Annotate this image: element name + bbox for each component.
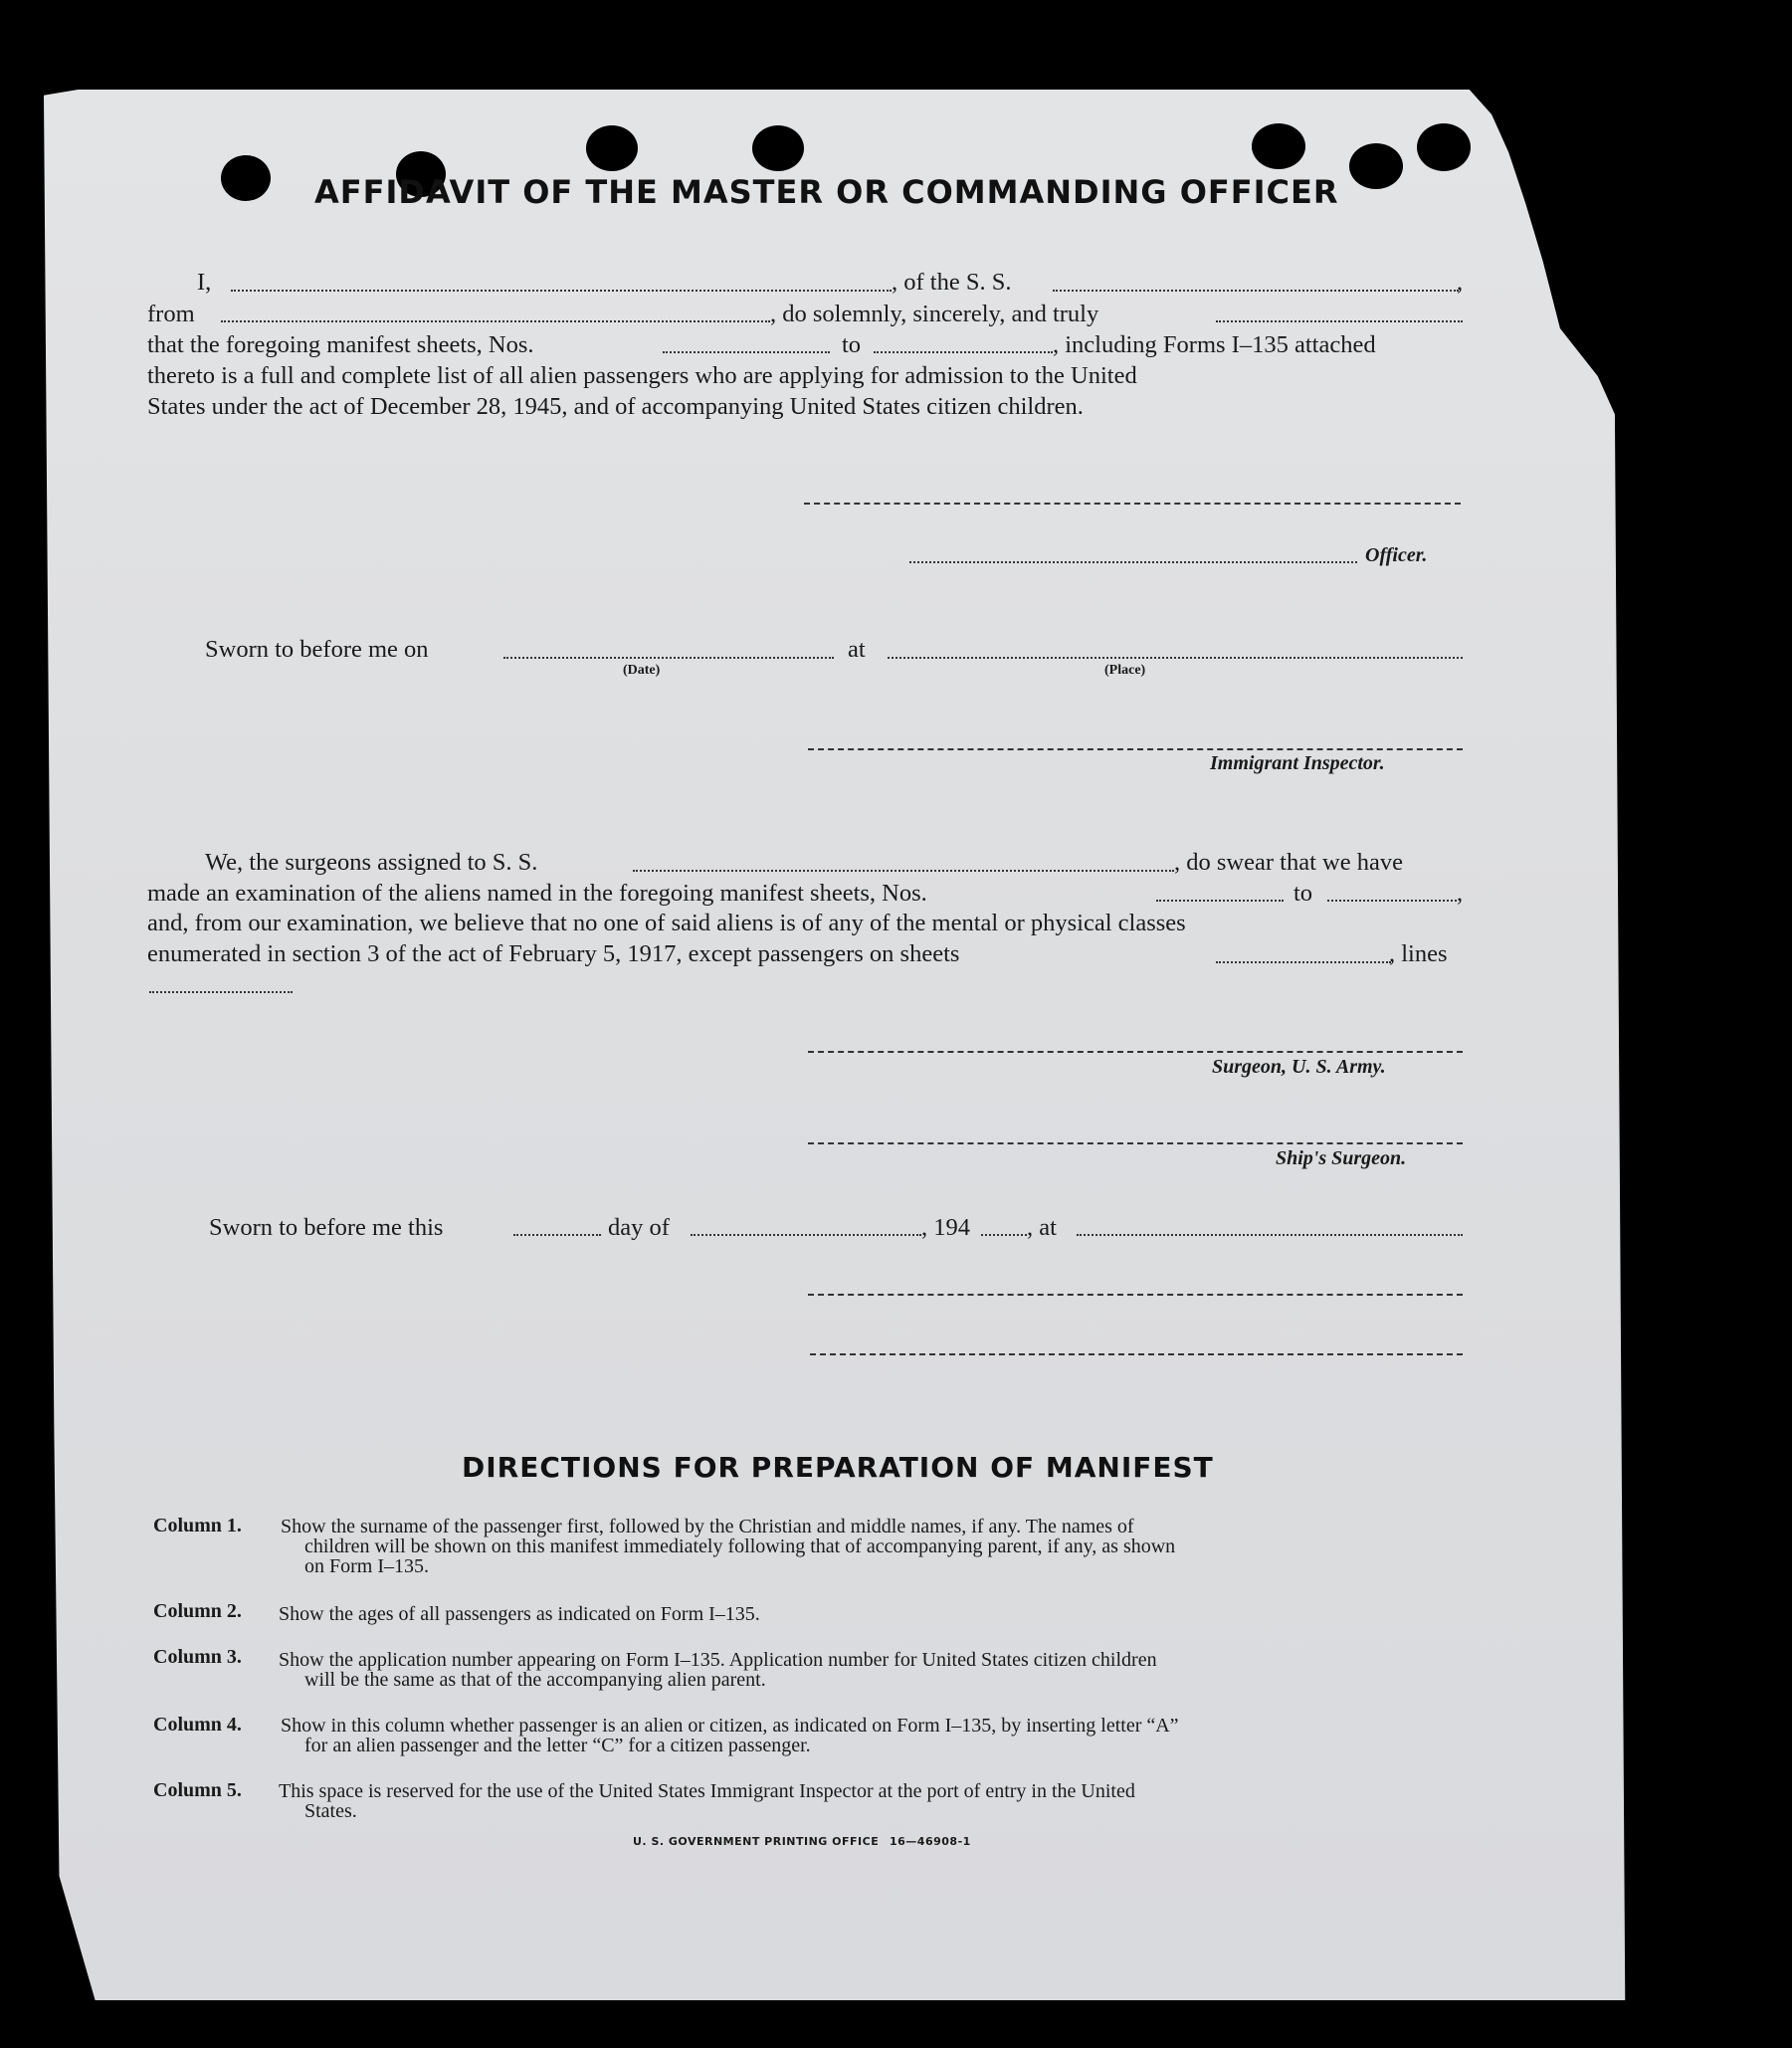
sworn-day-of-text: day of: [608, 1214, 670, 1241]
sworn-place2-field[interactable]: [1077, 1234, 1463, 1236]
place-caption: (Place): [1104, 663, 1146, 678]
affidavit-from: from: [147, 301, 195, 327]
sworn-month-field[interactable]: [691, 1234, 921, 1236]
affidavit-comma: ,: [1457, 269, 1464, 296]
surgeons-comma: ,: [1457, 880, 1464, 907]
officer-title-line[interactable]: [909, 561, 1357, 563]
surgeons-line-3: and, from our examination, we believe that no one of said aliens is of any of the mental or physical classes: [147, 910, 1186, 936]
surgeons-lines: , lines: [1389, 940, 1448, 967]
affidavit-to: to: [842, 331, 862, 358]
sworn-day-field[interactable]: [513, 1234, 601, 1236]
direction-label: Column 3.: [153, 1646, 242, 1668]
surgeons-ship-field[interactable]: [633, 870, 1174, 872]
punch-hole: [1252, 123, 1305, 169]
ship-surgeon-signature-line[interactable]: [808, 1142, 1463, 1144]
sworn-year-prefix: , 194: [921, 1214, 970, 1241]
surgeons-line-2: made an examination of the aliens named in the foregoing manifest sheets, Nos.: [147, 880, 927, 907]
direction-label: Column 4.: [153, 1714, 242, 1736]
officer-label: Officer.: [1365, 544, 1428, 566]
form-code: 16—46908-1: [890, 1835, 971, 1848]
signature-line-2[interactable]: [810, 1353, 1463, 1355]
departure-port-field[interactable]: [221, 320, 770, 322]
directions-title: DIRECTIONS FOR PREPARATION OF MANIFEST: [462, 1451, 1214, 1484]
punch-hole: [1349, 143, 1403, 189]
affidavit-title: AFFIDAVIT OF THE MASTER OR COMMANDING OFFICER: [314, 173, 1339, 211]
sworn-this-text: Sworn to before me this: [209, 1214, 444, 1241]
direction-text: Show the ages of all passengers as indicated on Form I–135.: [279, 1603, 760, 1625]
surgeons-swear: , do swear that we have: [1174, 849, 1403, 876]
oath-field[interactable]: [1216, 320, 1463, 322]
sworn-at2-text: , at: [1027, 1214, 1057, 1241]
ship-name-field[interactable]: [1053, 290, 1459, 292]
punch-hole: [1665, 1664, 1710, 1712]
direction-text: States.: [304, 1800, 357, 1822]
surgeons-line-4: enumerated in section 3 of the act of February 5, 1917, except passengers on sheets: [147, 940, 960, 967]
affidavit-of-ss: , of the S. S.: [892, 269, 1012, 296]
surgeons-sheet-to-field[interactable]: [1327, 900, 1457, 902]
direction-text: on Form I–135.: [304, 1555, 429, 1577]
signature-line-1[interactable]: [808, 1294, 1463, 1296]
sworn-at-text: at: [848, 636, 866, 663]
sworn-year-field[interactable]: [981, 1234, 1027, 1236]
ship-surgeon-label: Ship's Surgeon.: [1276, 1147, 1407, 1169]
affidavit-manifest-sheets: that the foregoing manifest sheets, Nos.: [147, 331, 534, 358]
affidavit-i: I,: [197, 269, 212, 296]
inspector-signature-line[interactable]: [808, 748, 1463, 750]
surgeons-line-1: We, the surgeons assigned to S. S.: [205, 849, 538, 876]
direction-text: will be the same as that of the accompanying alien parent.: [304, 1669, 766, 1691]
direction-text: Show in this column whether passenger is an alien or citizen, as indicated on Form I–135, by inserting letter “A”: [281, 1715, 1179, 1737]
punch-hole: [221, 155, 271, 201]
sheet-to-field[interactable]: [874, 351, 1053, 353]
inspector-label: Immigrant Inspector.: [1210, 752, 1385, 774]
punch-hole: [586, 125, 638, 171]
direction-text: This space is reserved for the use of the United States Immigrant Inspector at the port of entry in the United: [279, 1780, 1135, 1802]
sworn-place-field[interactable]: [888, 657, 1463, 659]
army-surgeon-signature-line[interactable]: [808, 1051, 1463, 1053]
punch-hole: [1417, 123, 1471, 171]
punch-hole: [752, 125, 804, 171]
direction-label: Column 2.: [153, 1600, 242, 1622]
except-sheets-field[interactable]: [1216, 961, 1391, 963]
direction-label: Column 5.: [153, 1779, 242, 1801]
except-lines-field[interactable]: [149, 991, 293, 993]
affidavit-including: , including Forms I–135 attached: [1053, 331, 1376, 358]
direction-text: Show the surname of the passenger first, followed by the Christian and middle names, if any. The names of: [281, 1516, 1134, 1537]
surgeons-to: to: [1294, 880, 1313, 907]
direction-text: for an alien passenger and the letter “C” for a citizen passenger.: [304, 1735, 811, 1756]
date-caption: (Date): [623, 663, 661, 678]
officer-signature-line[interactable]: [804, 503, 1461, 505]
direction-text: Show the application number appearing on Form I–135. Application number for United States citizen children: [279, 1649, 1157, 1671]
surgeons-sheet-from-field[interactable]: [1156, 900, 1284, 902]
master-name-field[interactable]: [231, 290, 892, 292]
sworn-date-field[interactable]: [503, 657, 834, 659]
affidavit-line-4: thereto is a full and complete list of all alien passengers who are applying for admission to the United: [147, 362, 1137, 389]
affidavit-solemnly: , do solemnly, sincerely, and truly: [770, 301, 1099, 327]
printer-imprint: U. S. GOVERNMENT PRINTING OFFICE: [633, 1835, 880, 1848]
direction-label: Column 1.: [153, 1515, 242, 1536]
sheet-from-field[interactable]: [663, 351, 830, 353]
army-surgeon-label: Surgeon, U. S. Army.: [1212, 1056, 1386, 1078]
affidavit-line-5: States under the act of December 28, 1945, and of accompanying United States citizen children.: [147, 393, 1084, 420]
sworn-on-text: Sworn to before me on: [205, 636, 429, 663]
direction-text: children will be shown on this manifest immediately following that of accompanying parent, if any, as shown: [304, 1536, 1176, 1557]
